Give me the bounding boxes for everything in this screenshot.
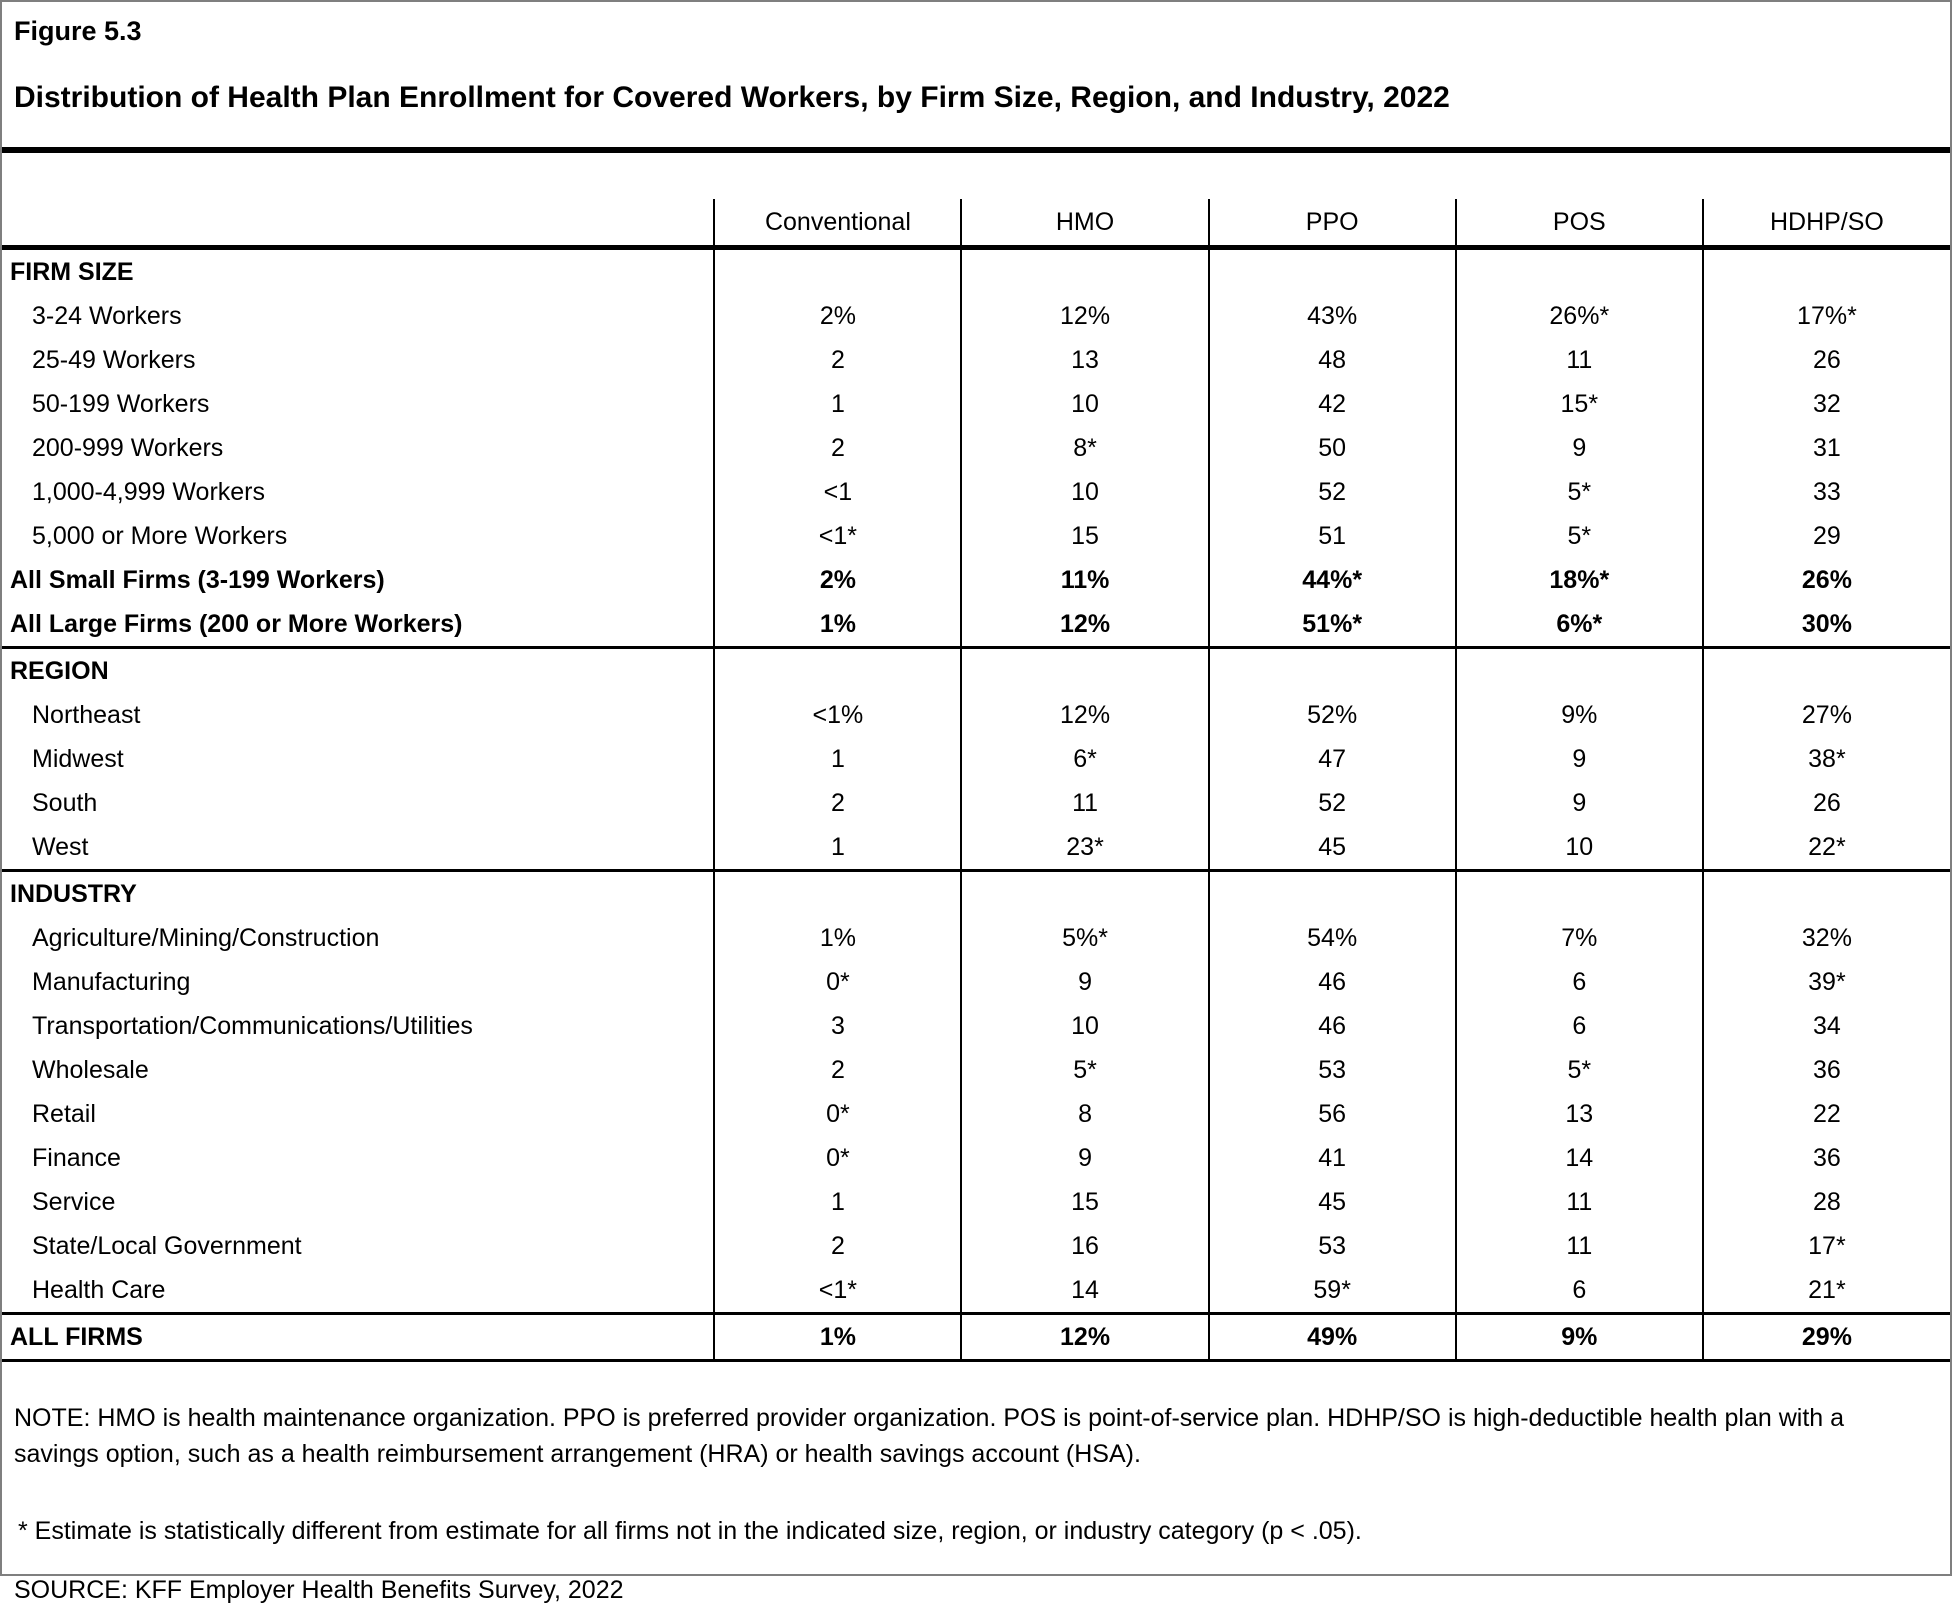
cell: 11 (1456, 1180, 1703, 1224)
note-definitions: NOTE: HMO is health maintenance organization. PPO is preferred provider organization. POS is point-of-service plan. HDHP/SO is high-deductible health plan with a savings option, such as a health reimbursement arrangement (HRA) or health savings account (HSA). (14, 1404, 1845, 1469)
cell: 9 (1456, 426, 1703, 470)
row-label: 5,000 or More Workers (32, 521, 288, 550)
column-header-row (2, 199, 1950, 248)
table-row (2, 426, 1950, 470)
cell: 44%* (1209, 558, 1456, 602)
cell: 18%* (1456, 558, 1703, 602)
row-label: 1,000-4,999 Workers (32, 477, 265, 506)
cell: 5* (1456, 1048, 1703, 1092)
cell: 53 (1209, 1048, 1456, 1092)
cell: 13 (961, 338, 1208, 382)
cell: 1 (714, 737, 961, 781)
table-row (2, 825, 1950, 871)
row-label: All Large Firms (200 or More Workers) (10, 609, 463, 638)
row-label: Health Care (32, 1275, 166, 1304)
cell: 38* (1703, 737, 1950, 781)
cell (714, 248, 961, 295)
cell (1209, 648, 1456, 694)
row-label: FIRM SIZE (10, 257, 134, 286)
cell: 15* (1456, 382, 1703, 426)
cell: 0* (714, 1136, 961, 1180)
cell: 2 (714, 781, 961, 825)
cell: 53 (1209, 1224, 1456, 1268)
table-body (2, 248, 1950, 1361)
row-label: Retail (32, 1099, 96, 1128)
table-row (2, 294, 1950, 338)
cell: 36 (1703, 1048, 1950, 1092)
row-label: Service (32, 1187, 116, 1216)
table-row (2, 781, 1950, 825)
enrollment-table (2, 199, 1950, 1362)
cell: 1 (714, 1180, 961, 1224)
cell: 5* (1456, 470, 1703, 514)
title-divider (2, 147, 1950, 153)
row-label: West (32, 832, 89, 861)
cell: 22* (1703, 825, 1950, 871)
cell (1456, 648, 1703, 694)
cell: 32 (1703, 382, 1950, 426)
cell: 9% (1456, 1314, 1703, 1361)
cell: 14 (1456, 1136, 1703, 1180)
cell: <1 (714, 470, 961, 514)
table-row (2, 602, 1950, 648)
cell (1456, 871, 1703, 917)
cell: 16 (961, 1224, 1208, 1268)
cell: 9 (1456, 737, 1703, 781)
cell: 28 (1703, 1180, 1950, 1224)
cell: 9 (961, 960, 1208, 1004)
cell: 29% (1703, 1314, 1950, 1361)
cell: 5%* (961, 916, 1208, 960)
cell: 11 (961, 781, 1208, 825)
table-row (2, 693, 1950, 737)
cell: 21* (1703, 1268, 1950, 1314)
cell (1703, 248, 1950, 295)
cell: 56 (1209, 1092, 1456, 1136)
cell: 8 (961, 1092, 1208, 1136)
cell: 29 (1703, 514, 1950, 558)
cell: 45 (1209, 825, 1456, 871)
cell: 52 (1209, 470, 1456, 514)
cell: 31 (1703, 426, 1950, 470)
table-row (2, 1004, 1950, 1048)
cell: 36 (1703, 1136, 1950, 1180)
cell: 2 (714, 426, 961, 470)
row-label: 200-999 Workers (32, 433, 224, 462)
cell: 11 (1456, 1224, 1703, 1268)
row-label: Finance (32, 1143, 121, 1172)
cell: 1% (714, 916, 961, 960)
cell: 1% (714, 602, 961, 648)
table-row (2, 1224, 1950, 1268)
cell: 5* (961, 1048, 1208, 1092)
row-label: INDUSTRY (2, 871, 714, 917)
column-header-2: PPO (1209, 199, 1456, 248)
row-label: Northeast (32, 700, 141, 729)
table-row (2, 1092, 1950, 1136)
figure-label: Figure 5.3 (14, 16, 142, 46)
cell: 41 (1209, 1136, 1456, 1180)
table-row (2, 916, 1950, 960)
cell: 51 (1209, 514, 1456, 558)
table-row (2, 338, 1950, 382)
cell: 14 (961, 1268, 1208, 1314)
cell: 2 (714, 338, 961, 382)
cell: 12% (961, 294, 1208, 338)
table-row (2, 248, 1950, 295)
cell: 11 (1456, 338, 1703, 382)
cell: 49% (1209, 1314, 1456, 1361)
cell: 10 (961, 1004, 1208, 1048)
cell: 0* (714, 1092, 961, 1136)
row-label: 50-199 Workers (32, 389, 210, 418)
cell (1703, 871, 1950, 917)
cell: 15 (961, 1180, 1208, 1224)
cell (961, 648, 1208, 694)
cell: 2 (714, 1224, 961, 1268)
cell: 26% (1703, 558, 1950, 602)
table-row (2, 1314, 1950, 1361)
cell: 9% (1456, 693, 1703, 737)
cell: <1* (714, 1268, 961, 1314)
cell: 46 (1209, 1004, 1456, 1048)
cell: 6* (961, 737, 1208, 781)
cell: 7% (1456, 916, 1703, 960)
cell: 6 (1456, 1268, 1703, 1314)
cell: 52 (1209, 781, 1456, 825)
cell: 26 (1703, 781, 1950, 825)
cell: 12% (961, 693, 1208, 737)
table-row (2, 871, 1950, 917)
cell: 47 (1209, 737, 1456, 781)
cell: 43% (1209, 294, 1456, 338)
row-label: South (32, 788, 98, 817)
row-label: 25-49 Workers (32, 345, 196, 374)
row-label: ALL FIRMS (2, 1314, 714, 1361)
cell: 9 (961, 1136, 1208, 1180)
cell: 54% (1209, 916, 1456, 960)
cell (714, 871, 961, 917)
cell: 17%* (1703, 294, 1950, 338)
cell: 10 (961, 382, 1208, 426)
cell: 6 (1456, 1004, 1703, 1048)
cell: 9 (1456, 781, 1703, 825)
column-header-4: HDHP/SO (1703, 199, 1950, 248)
cell: 1 (714, 825, 961, 871)
cell: 0* (714, 960, 961, 1004)
cell: 22 (1703, 1092, 1950, 1136)
cell: 59* (1209, 1268, 1456, 1314)
table-row (2, 737, 1950, 781)
cell: 6 (1456, 960, 1703, 1004)
cell: 26%* (1456, 294, 1703, 338)
cell: 30% (1703, 602, 1950, 648)
row-label: Wholesale (32, 1055, 149, 1084)
cell: 46 (1209, 960, 1456, 1004)
table-row (2, 960, 1950, 1004)
cell: 11% (961, 558, 1208, 602)
column-header-0: Conventional (714, 199, 961, 248)
cell: <1* (714, 514, 961, 558)
table-row (2, 514, 1950, 558)
cell: 12% (961, 602, 1208, 648)
table-row (2, 1180, 1950, 1224)
row-label: All Small Firms (3-199 Workers) (10, 565, 385, 594)
cell: 33 (1703, 470, 1950, 514)
cell: 27% (1703, 693, 1950, 737)
row-label: Transportation/Communications/Utilities (32, 1011, 473, 1040)
cell: 1 (714, 382, 961, 426)
cell: 51%* (1209, 602, 1456, 648)
cell: 45 (1209, 1180, 1456, 1224)
figure-title: Distribution of Health Plan Enrollment for Covered Workers, by Firm Size, Region, and Industry, 2022 (14, 81, 1450, 114)
row-label: Manufacturing (32, 967, 191, 996)
row-label: 3-24 Workers (32, 301, 182, 330)
cell (1456, 248, 1703, 295)
cell: 6%* (1456, 602, 1703, 648)
cell (714, 648, 961, 694)
column-header-1: HMO (961, 199, 1208, 248)
cell: 13 (1456, 1092, 1703, 1136)
cell (961, 871, 1208, 917)
row-label: Midwest (32, 744, 124, 773)
cell (1703, 648, 1950, 694)
cell: 10 (961, 470, 1208, 514)
cell: 3 (714, 1004, 961, 1048)
cell: 42 (1209, 382, 1456, 426)
cell: 1% (714, 1314, 961, 1361)
cell: 34 (1703, 1004, 1950, 1048)
column-header-3: POS (1456, 199, 1703, 248)
cell: 26 (1703, 338, 1950, 382)
cell: 2% (714, 294, 961, 338)
table-row (2, 470, 1950, 514)
cell: 48 (1209, 338, 1456, 382)
notes-block (2, 1400, 1950, 1605)
row-label: Agriculture/Mining/Construction (32, 923, 380, 952)
cell: 23* (961, 825, 1208, 871)
cell: 10 (1456, 825, 1703, 871)
row-label: State/Local Government (32, 1231, 302, 1260)
cell: 5* (1456, 514, 1703, 558)
cell: 15 (961, 514, 1208, 558)
table-row (2, 1268, 1950, 1314)
cell: 39* (1703, 960, 1950, 1004)
cell: 17* (1703, 1224, 1950, 1268)
cell: 8* (961, 426, 1208, 470)
cell: 50 (1209, 426, 1456, 470)
cell (1209, 248, 1456, 295)
note-asterisk: * Estimate is statistically different from estimate for all firms not in the indicated size, region, or industry category (p < .05). (18, 1516, 1362, 1545)
table-row (2, 382, 1950, 426)
cell (961, 248, 1208, 295)
row-label: REGION (2, 648, 714, 694)
header-spacer-cell (2, 199, 714, 248)
cell: 2 (714, 1048, 961, 1092)
table-row (2, 648, 1950, 694)
cell: 52% (1209, 693, 1456, 737)
table-row (2, 1048, 1950, 1092)
cell: 2% (714, 558, 961, 602)
source-line: SOURCE: KFF Employer Health Benefits Survey, 2022 (14, 1575, 624, 1604)
title-block (2, 2, 1950, 115)
table-row (2, 1136, 1950, 1180)
cell: 32% (1703, 916, 1950, 960)
cell: <1% (714, 693, 961, 737)
table-row (2, 558, 1950, 602)
cell: 12% (961, 1314, 1208, 1361)
cell (1209, 871, 1456, 917)
